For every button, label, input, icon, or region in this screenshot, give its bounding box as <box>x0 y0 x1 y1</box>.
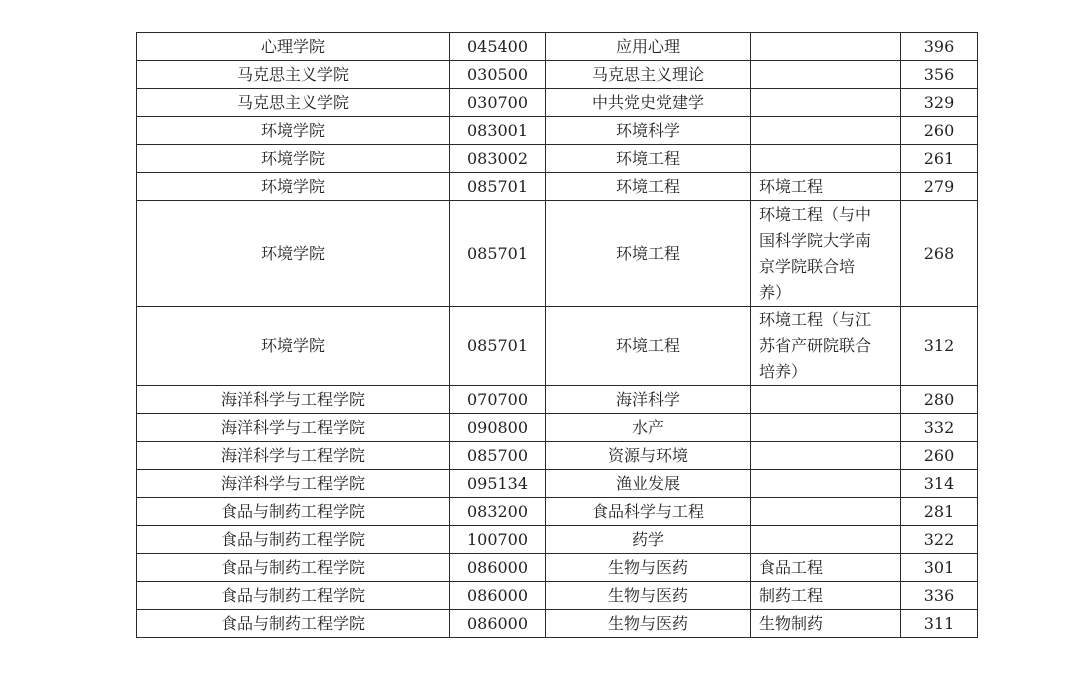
table-row <box>137 201 978 307</box>
score-cell: 301 <box>901 554 978 582</box>
score-cell: 261 <box>901 145 978 173</box>
college-cell: 环境学院 <box>137 117 450 145</box>
college-cell: 环境学院 <box>137 307 450 386</box>
direction-cell <box>751 307 901 386</box>
major-name-cell: 药学 <box>546 526 751 554</box>
table-row <box>137 470 978 498</box>
direction-line: 环境工程（与江 <box>759 310 872 329</box>
major-name-cell: 生物与医药 <box>546 610 751 638</box>
college-cell: 海洋科学与工程学院 <box>137 414 450 442</box>
table-row <box>137 554 978 582</box>
college-cell: 食品与制药工程学院 <box>137 610 450 638</box>
direction-line: 食品工程 <box>759 557 824 577</box>
major-name-cell: 环境工程 <box>546 201 751 307</box>
direction-line: 环境工程 <box>759 176 824 196</box>
college-cell: 海洋科学与工程学院 <box>137 442 450 470</box>
score-cell: 268 <box>901 201 978 307</box>
college-cell: 马克思主义学院 <box>137 61 450 89</box>
college-cell: 马克思主义学院 <box>137 89 450 117</box>
table-row <box>137 33 978 61</box>
major-name-cell: 渔业发展 <box>546 470 751 498</box>
major-code-cell: 030500 <box>450 61 546 89</box>
direction-cell <box>751 526 901 554</box>
major-name-cell: 环境工程 <box>546 173 751 201</box>
direction-cell <box>751 89 901 117</box>
major-code-cell: 100700 <box>450 526 546 554</box>
table-row <box>137 117 978 145</box>
college-cell: 环境学院 <box>137 173 450 201</box>
major-name-cell: 资源与环境 <box>546 442 751 470</box>
major-code-cell: 085701 <box>450 201 546 307</box>
major-name-cell: 环境科学 <box>546 117 751 145</box>
major-code-cell: 086000 <box>450 582 546 610</box>
direction-line: 培养） <box>759 362 808 381</box>
major-name-cell: 水产 <box>546 414 751 442</box>
major-code-cell: 085700 <box>450 442 546 470</box>
table-row <box>137 582 978 610</box>
major-code-cell: 070700 <box>450 386 546 414</box>
direction-cell <box>751 582 901 610</box>
score-cell: 260 <box>901 442 978 470</box>
direction-cell <box>751 33 901 61</box>
score-cell: 279 <box>901 173 978 201</box>
table-body <box>137 33 978 638</box>
major-code-cell: 083200 <box>450 498 546 526</box>
direction-cell <box>751 610 901 638</box>
direction-cell <box>751 145 901 173</box>
direction-cell <box>751 414 901 442</box>
direction-line: 环境工程（与中 <box>759 204 872 224</box>
score-cell: 336 <box>901 582 978 610</box>
college-cell: 食品与制药工程学院 <box>137 526 450 554</box>
college-cell: 环境学院 <box>137 201 450 307</box>
direction-cell <box>751 442 901 470</box>
direction-cell <box>751 201 901 307</box>
college-cell: 食品与制药工程学院 <box>137 582 450 610</box>
score-cell: 332 <box>901 414 978 442</box>
table-row <box>137 61 978 89</box>
direction-line: 苏省产研院联合 <box>759 336 872 355</box>
major-code-cell: 045400 <box>450 33 546 61</box>
score-cell: 314 <box>901 470 978 498</box>
admission-score-table <box>136 32 978 638</box>
score-cell: 281 <box>901 498 978 526</box>
college-cell: 环境学院 <box>137 145 450 173</box>
score-cell: 311 <box>901 610 978 638</box>
direction-line: 养） <box>759 282 792 302</box>
college-cell: 海洋科学与工程学院 <box>137 386 450 414</box>
major-name-cell: 环境工程 <box>546 145 751 173</box>
major-code-cell: 086000 <box>450 610 546 638</box>
direction-cell <box>751 554 901 582</box>
major-name-cell: 海洋科学 <box>546 386 751 414</box>
major-code-cell: 085701 <box>450 307 546 386</box>
direction-cell <box>751 498 901 526</box>
table-row <box>137 610 978 638</box>
major-code-cell: 030700 <box>450 89 546 117</box>
major-name-cell: 马克思主义理论 <box>546 61 751 89</box>
direction-line: 京学院联合培 <box>759 256 856 276</box>
score-cell: 396 <box>901 33 978 61</box>
table-row <box>137 414 978 442</box>
table-row <box>137 145 978 173</box>
college-cell: 海洋科学与工程学院 <box>137 470 450 498</box>
score-cell: 329 <box>901 89 978 117</box>
direction-cell <box>751 386 901 414</box>
score-cell: 260 <box>901 117 978 145</box>
table-row <box>137 173 978 201</box>
score-cell: 280 <box>901 386 978 414</box>
score-cell: 312 <box>901 307 978 386</box>
major-code-cell: 090800 <box>450 414 546 442</box>
direction-line: 生物制药 <box>759 613 824 633</box>
direction-line: 制药工程 <box>759 585 824 605</box>
table-row <box>137 89 978 117</box>
direction-cell <box>751 117 901 145</box>
major-name-cell: 环境工程 <box>546 307 751 386</box>
major-name-cell: 生物与医药 <box>546 554 751 582</box>
college-cell: 食品与制药工程学院 <box>137 498 450 526</box>
major-code-cell: 085701 <box>450 173 546 201</box>
major-name-cell: 食品科学与工程 <box>546 498 751 526</box>
major-name-cell: 生物与医药 <box>546 582 751 610</box>
table-row <box>137 386 978 414</box>
major-name-cell: 应用心理 <box>546 33 751 61</box>
score-cell: 356 <box>901 61 978 89</box>
table-row <box>137 442 978 470</box>
score-cell: 322 <box>901 526 978 554</box>
college-cell: 心理学院 <box>137 33 450 61</box>
document-page <box>136 32 978 638</box>
direction-line: 国科学院大学南 <box>759 230 872 250</box>
table-row <box>137 307 978 386</box>
direction-cell <box>751 61 901 89</box>
table-row <box>137 498 978 526</box>
college-cell: 食品与制药工程学院 <box>137 554 450 582</box>
direction-cell <box>751 173 901 201</box>
major-code-cell: 083002 <box>450 145 546 173</box>
direction-cell <box>751 470 901 498</box>
table-row <box>137 526 978 554</box>
major-code-cell: 095134 <box>450 470 546 498</box>
major-code-cell: 086000 <box>450 554 546 582</box>
major-code-cell: 083001 <box>450 117 546 145</box>
major-name-cell: 中共党史党建学 <box>546 89 751 117</box>
